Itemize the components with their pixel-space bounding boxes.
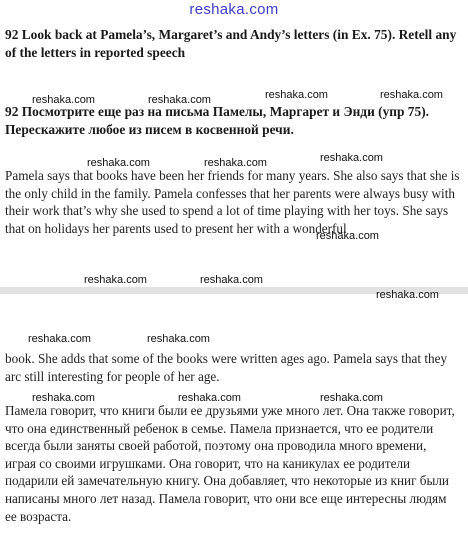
- watermark: reshaka.com: [178, 392, 241, 404]
- watermark: reshaka.com: [148, 94, 211, 106]
- watermark: reshaka.com: [265, 89, 328, 101]
- paragraph-ru: Памела говорит, что книги были ее друзьями уже много лет. Она также говорит, что она единственный ребенок в семье. Памела признается, что ее родители всегда были заняты своей работой, поэтому она проводила много времени, играя со своими игрушками. Она говорит, что на каникулах ее родители подарили ей замечательную книгу. Она добавляет, что некоторые из книг были написаны много лет назад. Памела говорит, что они все еще интересны людям ее возраста.: [5, 403, 455, 524]
- watermark: reshaka.com: [147, 333, 210, 345]
- exercise-heading-en: 92 Look back at Pamela’s, Margaret’s and Andy’s letters (in Ex. 75). Retell any of the letters in reported speech: [5, 27, 457, 60]
- paragraph-en-part1: Pamela says that books have been her friends for many years. She also says that she is the only child in the family. Pamela confesses that her parents were always busy with their work that’s why she used to spend a lot of time playing with her toys. She says that on holidays her parents used to present her with a wonderful: [5, 168, 460, 236]
- paragraph-en-part2: book. She adds that some of the books were written ages ago. Pamela says that they arc still interesting for people of her age.: [5, 351, 448, 384]
- watermark: reshaka.com: [376, 289, 439, 301]
- watermark: reshaka.com: [320, 152, 383, 164]
- watermark: reshaka.com: [204, 157, 267, 169]
- watermark: reshaka.com: [380, 89, 443, 101]
- watermark: reshaka.com: [84, 274, 147, 286]
- watermark: reshaka.com: [320, 392, 383, 404]
- watermark: reshaka.com: [200, 274, 263, 286]
- site-title[interactable]: reshaka.com: [189, 1, 279, 18]
- exercise-heading-ru: 92 Посмотрите еще раз на письма Памелы, Маргарет и Энди (упр 75). Перескажите любое из писем в косвенной речи.: [5, 104, 429, 137]
- watermark: reshaka.com: [32, 94, 95, 106]
- watermark: reshaka.com: [28, 333, 91, 345]
- watermark: reshaka.com: [32, 392, 95, 404]
- watermark: reshaka.com: [316, 230, 379, 242]
- watermark: reshaka.com: [87, 157, 150, 169]
